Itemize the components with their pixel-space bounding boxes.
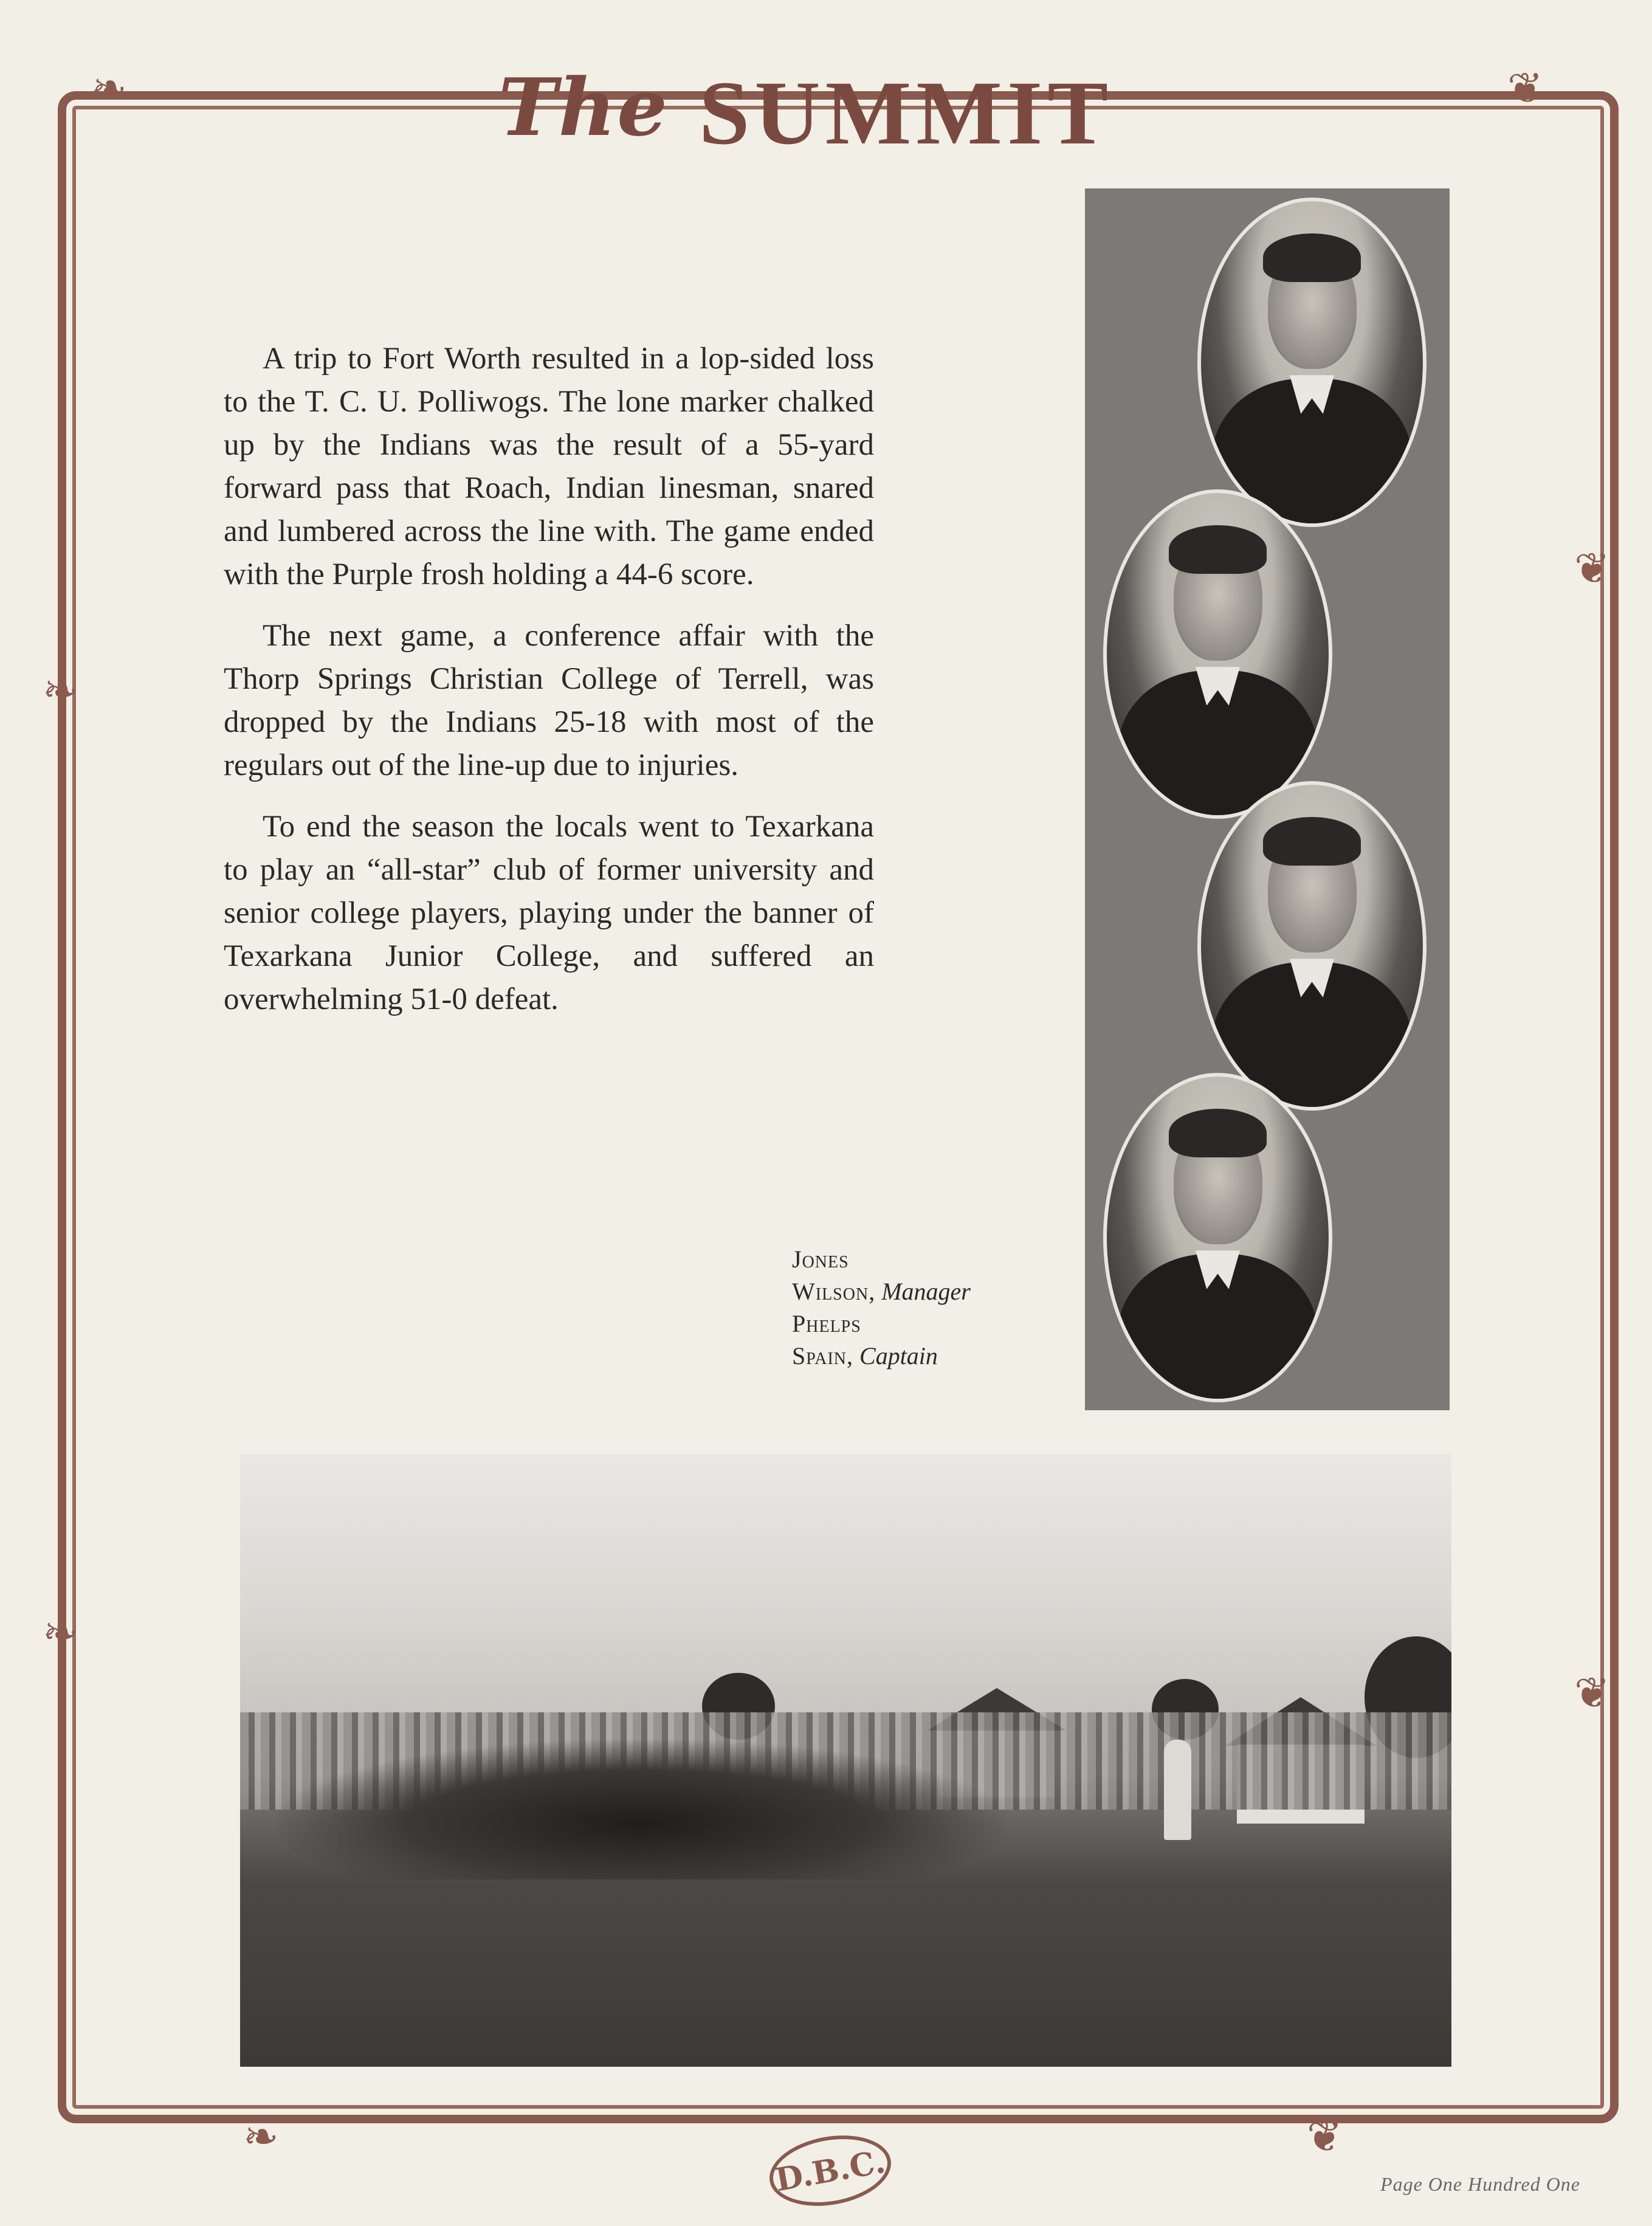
article-paragraph: To end the season the locals went to Texarkana to play an “all-star” club of former university and senior college players, playing under the banner of Texarkana Junior College, and suffered an overwhelming 51-0 defeat. (224, 810, 874, 1016)
portrait-photo (1103, 1073, 1332, 1402)
dbc-badge: D.B.C. (764, 2126, 897, 2214)
caption-line: Spain, Captain (792, 1342, 938, 1370)
masthead (498, 36, 1143, 164)
leaf-ornament-icon: ❦ (1574, 543, 1610, 593)
portrait-photo (1197, 781, 1427, 1111)
leaf-ornament-icon: ❦ (1307, 2112, 1343, 2162)
article-paragraph: The next game, a conference affair with the Thorp Springs Christian College of Terrell, was dropped by the Indians 25-18 with most of the regulars out of the line-up due to injuries. (224, 619, 874, 782)
portrait-caption (792, 1243, 1078, 1372)
leaf-ornament-icon: ❦ (1507, 63, 1543, 113)
portrait-photo (1197, 198, 1427, 527)
masthead-prefix: The (498, 61, 669, 154)
caption-line: Jones (792, 1246, 849, 1273)
portrait-strip (1085, 188, 1450, 1410)
leaf-ornament-icon: ❧ (91, 63, 127, 113)
masthead-title: SUMMIT (699, 63, 1113, 164)
caption-line: Phelps (792, 1310, 861, 1337)
page-number: Page One Hundred One (1380, 2173, 1580, 2195)
caption-line: Wilson, Manager (792, 1278, 971, 1305)
leaf-ornament-icon: ❦ (1574, 1668, 1610, 1718)
article-body (224, 337, 874, 1039)
football-game-photo (240, 1454, 1451, 2067)
portrait-photo (1103, 489, 1332, 819)
leaf-ornament-icon: ❧ (43, 1607, 78, 1657)
leaf-ornament-icon: ❧ (243, 2112, 279, 2162)
leaf-ornament-icon: ❧ (43, 665, 78, 715)
article-paragraph: A trip to Fort Worth resulted in a lop-sided loss to the T. C. U. Polliwogs. The lone marker chalked up by the Indians was the result of a 55-yard forward pass that Roach, Indian linesman, snared and lumbered across the line with. The game ended with the Purple frosh holding a 44-6 score. (224, 342, 874, 591)
